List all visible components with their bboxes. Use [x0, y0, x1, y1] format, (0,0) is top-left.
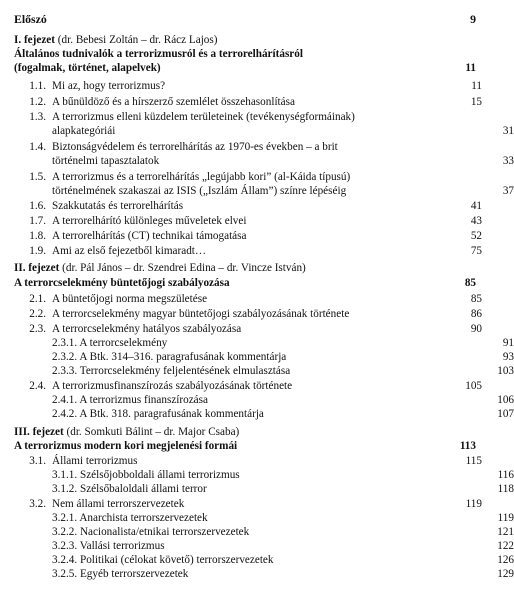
entry-text: Előszó — [14, 12, 47, 26]
section-number: 1.4. — [29, 141, 46, 153]
toc-subsection-entry — [14, 511, 514, 525]
page-number: 107 — [497, 408, 514, 420]
toc-section-entry — [14, 170, 482, 184]
entry-text: 2.3.1. A terrorcselekmény — [52, 337, 168, 349]
toc-subsection-entry — [14, 482, 514, 496]
toc-section-entry — [14, 244, 482, 258]
toc-chapter-entry — [14, 33, 476, 47]
page-number: 118 — [497, 483, 514, 495]
entry-text: 2.4.2. A Btk. 318. paragrafusának kommentárja — [52, 408, 264, 420]
page-number: 119 — [497, 512, 514, 524]
toc-chapter-entry — [14, 261, 476, 275]
entry-text: A terrorelhárítás (CT) technikai támogatása — [52, 230, 247, 242]
toc-chapter-heading — [14, 61, 476, 75]
toc-section-continuation — [14, 154, 514, 168]
entry-text: A terrorizmus és a terrorelhárítás „legújabb kori” (al-Káida típusú) — [52, 171, 351, 183]
chapter-authors: (dr. Pál János – dr. Szendrei Edina – dr. Vincze István) — [59, 262, 306, 274]
entry-text: 3.2.4. Politikai (célokat követő) terrorszervezetek — [52, 554, 274, 566]
entry-text: Mi az, hogy terrorizmus? — [52, 80, 166, 92]
section-number: 1.2. — [29, 96, 46, 108]
toc-subsection-entry — [14, 567, 514, 581]
entry-text: A büntetőjogi norma megszületése — [52, 293, 208, 305]
entry-text: (fogalmak, történet, alapelvek) — [14, 62, 161, 74]
entry-text: Nem állami terrorszervezetek — [52, 498, 185, 510]
section-number: 1.3. — [29, 111, 46, 123]
entry-text: Állami terrorizmus — [52, 455, 138, 467]
section-number: 2.4. — [29, 380, 46, 392]
toc-section-entry — [14, 322, 482, 336]
toc-chapter-heading — [14, 439, 476, 453]
toc-subsection-entry — [14, 364, 514, 378]
entry-text: Szakkutatás és terrorelhárítás — [52, 200, 184, 212]
entry-text: 3.2.5. Egyéb terrorszervezetek — [52, 568, 189, 580]
page-number: 41 — [470, 200, 482, 212]
page-number: 15 — [470, 96, 482, 108]
section-number: 3.2. — [29, 498, 46, 510]
chapter-authors: (dr. Somkuti Bálint – dr. Major Csaba) — [63, 426, 240, 438]
toc-subsection-entry — [14, 553, 514, 567]
toc-subsection-entry — [14, 350, 514, 364]
entry-text: A terrorcselekmény magyar büntetőjogi szabályozásának története — [52, 308, 350, 320]
entry-text: A terrorizmusfinanszírozás szabályozásának története — [52, 380, 293, 392]
toc-subsection-entry — [14, 407, 514, 421]
page-number: 122 — [497, 540, 514, 552]
section-number: 3.1. — [29, 455, 46, 467]
entry-text: történelmi tapasztalatok — [52, 155, 160, 167]
toc-section-entry — [14, 79, 482, 93]
entry-text: Ami az első fejezetből kimaradt… — [52, 245, 207, 257]
page-number: 85 — [464, 277, 476, 289]
page-number: 105 — [465, 380, 482, 392]
entry-text: 3.2.3. Vallási terrorizmus — [52, 540, 165, 552]
toc-subsection-entry — [14, 393, 514, 407]
page-number: 11 — [471, 80, 482, 92]
toc-section-entry — [14, 229, 482, 243]
entry-text: A terrorcselekmény hatályos szabályozása — [52, 323, 242, 335]
page-number: 11 — [465, 62, 476, 74]
page-number: 9 — [470, 12, 476, 26]
toc-chapter-heading — [14, 276, 476, 290]
page-number: 116 — [497, 469, 514, 481]
toc-section-entry — [14, 214, 482, 228]
toc-chapter-heading — [14, 47, 476, 61]
chapter-label: II. fejezet — [14, 262, 60, 274]
page-number: 93 — [502, 351, 514, 363]
page-number: 43 — [470, 215, 482, 227]
entry-text: 3.2.1. Anarchista terrorszervezetek — [52, 512, 208, 524]
toc-section-entry — [14, 95, 482, 109]
entry-text: alapkategóriái — [52, 125, 116, 137]
page-number: 103 — [497, 365, 514, 377]
chapter-label: I. fejezet — [14, 34, 55, 46]
page-number: 52 — [470, 230, 482, 242]
section-number: 1.9. — [29, 245, 46, 257]
entry-text: 3.1.2. Szélsőbaloldali állami terror — [52, 483, 207, 495]
entry-text: A terrorizmus modern kori megjelenési formái — [14, 440, 238, 452]
section-number: 1.7. — [29, 215, 46, 227]
toc-subsection-entry — [14, 539, 514, 553]
page-number: 106 — [497, 394, 514, 406]
entry-text: 2.3.2. A Btk. 314–316. paragrafusának kommentárja — [52, 351, 287, 363]
page-number: 113 — [459, 440, 476, 452]
toc-title-entry — [14, 12, 476, 26]
page-number: 129 — [497, 568, 514, 580]
section-number: 2.1. — [29, 293, 46, 305]
toc-section-entry — [14, 140, 482, 154]
toc-section-continuation — [14, 124, 514, 138]
entry-text: A terrorizmus elleni küzdelem területeinek (tevékenységformáinak) — [52, 111, 355, 123]
entry-text: 3.2.2. Nacionalista/etnikai terrorszervezetek — [52, 526, 250, 538]
section-number: 1.6. — [29, 200, 46, 212]
toc-subsection-entry — [14, 525, 514, 539]
page-number: 90 — [470, 323, 482, 335]
page-number: 119 — [465, 498, 482, 510]
toc-subsection-entry — [14, 468, 514, 482]
page-number: 121 — [497, 526, 514, 538]
entry-text: történelmének szakaszai az ISIS („Iszlám Állam”) színre lépéséig — [52, 185, 347, 197]
section-number: 2.3. — [29, 323, 46, 335]
toc-subsection-entry — [14, 336, 514, 350]
toc-section-entry — [14, 454, 482, 468]
toc-section-entry — [14, 110, 482, 124]
entry-text: A terrorcselekmény büntetőjogi szabályozása — [14, 277, 230, 289]
toc-section-entry — [14, 307, 482, 321]
entry-text: Általános tudnivalók a terrorizmusról és a terrorelhárításról — [14, 48, 303, 60]
entry-text: A bűnüldöző és a hírszerző szemlélet összehasonlítása — [52, 96, 295, 108]
chapter-authors: (dr. Bebesi Zoltán – dr. Rácz Lajos) — [55, 34, 218, 46]
chapter-label: III. fejezet — [14, 426, 64, 438]
section-number: 1.8. — [29, 230, 46, 242]
page-number: 33 — [502, 155, 514, 167]
section-number: 1.5. — [29, 171, 46, 183]
toc-section-entry — [14, 379, 482, 393]
page-number: 75 — [470, 245, 482, 257]
section-number: 2.2. — [29, 308, 46, 320]
toc-chapter-entry — [14, 425, 476, 439]
toc-section-entry — [14, 199, 482, 213]
page-number: 31 — [502, 125, 514, 137]
page-number: 115 — [465, 455, 482, 467]
entry-text: 2.3.3. Terrorcselekmény feljelentésének elmulasztása — [52, 365, 291, 377]
page-number: 85 — [470, 293, 482, 305]
toc-section-entry — [14, 292, 482, 306]
toc-section-entry — [14, 497, 482, 511]
page-number: 86 — [470, 308, 482, 320]
toc-section-continuation — [14, 184, 514, 198]
page-number: 37 — [502, 185, 514, 197]
entry-text: 2.4.1. A terrorizmus finanszírozása — [52, 394, 208, 406]
entry-text: 3.1.1. Szélsőjobboldali állami terrorizmus — [52, 469, 240, 481]
page-number: 126 — [497, 554, 514, 566]
section-number: 1.1. — [29, 80, 46, 92]
page-number: 91 — [502, 337, 514, 349]
entry-text: A terrorelhárító különleges műveletek elvei — [52, 215, 247, 227]
entry-text: Biztonságvédelem és terrorelhárítás az 1970-es években – a brit — [52, 141, 338, 153]
